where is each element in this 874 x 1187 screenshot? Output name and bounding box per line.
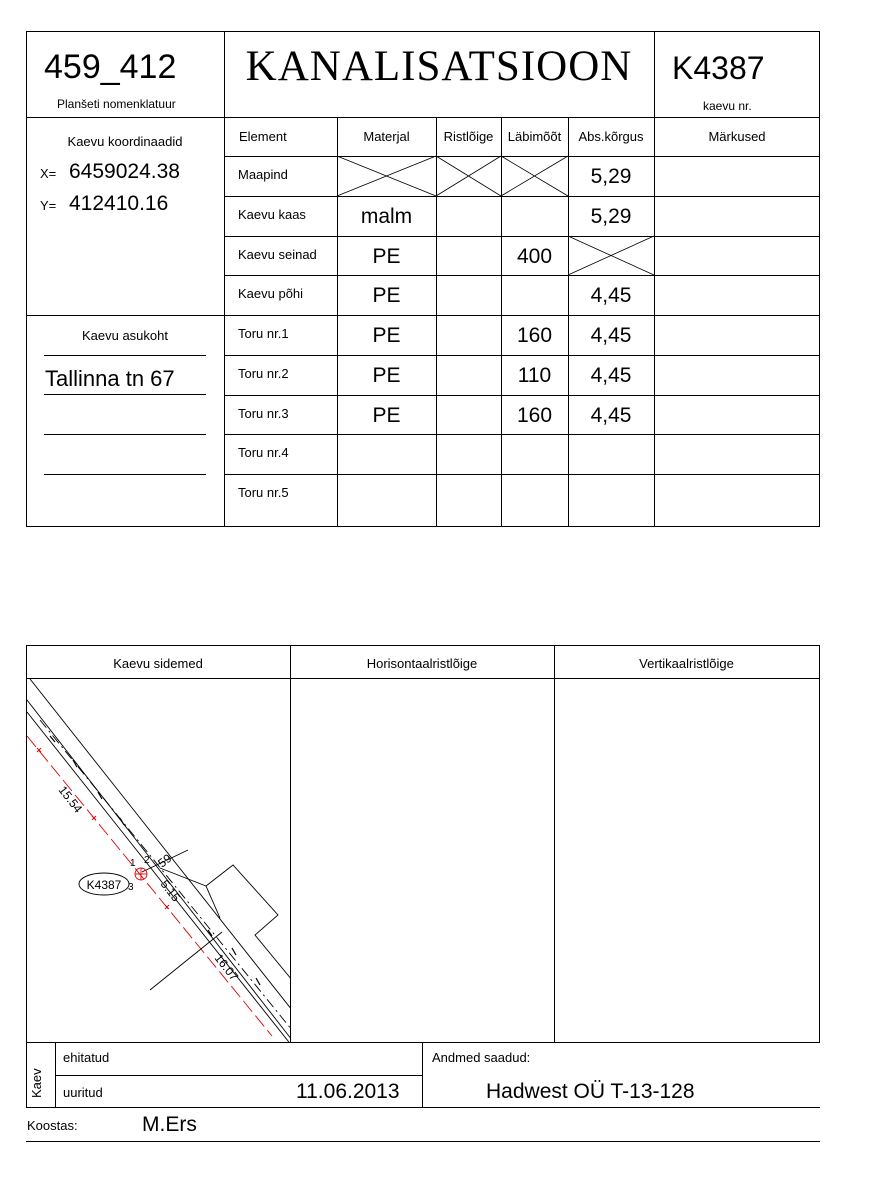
col-header-material: Materjal <box>363 129 410 144</box>
row-element: Toru nr.2 <box>238 366 289 381</box>
drawing-col-vertical: Vertikaalristlõige <box>639 656 734 671</box>
row-element: Kaevu põhi <box>238 286 304 301</box>
row-element: Toru nr.5 <box>238 485 289 500</box>
col-header-height: Abs.kõrgus <box>578 129 644 144</box>
row-element: Maapind <box>238 167 288 182</box>
col-header-diameter: Läbimõõt <box>507 129 562 144</box>
row-height: 4,45 <box>590 364 632 387</box>
row-diameter: 160 <box>516 324 553 347</box>
row-material: PE <box>372 284 401 307</box>
row-diameter: 160 <box>516 404 553 427</box>
row-height: 5,29 <box>590 205 632 228</box>
side-label: Kaev <box>29 1068 44 1098</box>
row-element: Toru nr.1 <box>238 326 289 341</box>
col-header-notes: Märkused <box>708 129 766 144</box>
location-label: Kaevu asukoht <box>81 328 168 343</box>
y-prefix: Y= <box>40 198 57 213</box>
pipe-number-label: 1 <box>130 858 136 869</box>
row-diameter: 400 <box>516 245 553 268</box>
row-material: PE <box>372 245 401 268</box>
col-header-cross: Ristlõige <box>443 129 494 144</box>
data-source: Hadwest OÜ T-13-128 <box>486 1080 695 1103</box>
row-height: 4,45 <box>590 324 632 347</box>
row-element: Kaevu seinad <box>238 247 317 262</box>
x-prefix: X= <box>40 166 57 181</box>
sheet-number: 459_412 <box>44 48 177 86</box>
drawing-col-connections: Kaevu sidemed <box>113 656 203 671</box>
col-header-element: Element <box>239 129 287 144</box>
row-material: PE <box>372 324 401 347</box>
well-number-label: kaevu nr. <box>703 99 752 113</box>
dimension-label: 59 <box>155 851 175 871</box>
row-diameter: 110 <box>517 364 552 387</box>
row-material: malm <box>360 205 413 228</box>
dimension-label: 5.15 <box>157 877 184 905</box>
data-source-label: Andmed saadud: <box>432 1050 531 1065</box>
survey-date: 11.06.2013 <box>296 1080 400 1103</box>
row-element: Toru nr.4 <box>238 445 289 460</box>
coordinates-label: Kaevu koordinaadid <box>67 134 183 149</box>
row-material: PE <box>372 364 401 387</box>
dimension-label: 16.07 <box>211 951 242 984</box>
well-number: K4387 <box>672 50 765 86</box>
author-label: Koostas: <box>27 1118 78 1133</box>
sheet-label: Planšeti nomenklatuur <box>57 97 176 111</box>
well-tag: K4387 <box>86 878 122 892</box>
pipe-number-label: 3 <box>128 882 134 893</box>
surveyed-label: uuritud <box>63 1085 103 1100</box>
y-coordinate: 412410.16 <box>69 192 169 215</box>
dimension-label: 15.54 <box>55 783 86 816</box>
row-element: Kaevu kaas <box>238 207 306 222</box>
drawing-col-horizontal: Horisontaalristlõige <box>366 656 478 671</box>
row-element: Toru nr.3 <box>238 406 289 421</box>
row-height: 4,45 <box>590 404 632 427</box>
pipe-number-label: 2 <box>144 855 150 866</box>
x-coordinate: 6459024.38 <box>69 160 180 183</box>
row-height: 4,45 <box>590 284 632 307</box>
author-name: M.Ers <box>142 1113 197 1136</box>
built-label: ehitatud <box>63 1050 110 1065</box>
location-address: Tallinna tn 67 <box>45 366 175 391</box>
page-title: KANALISATSIOON <box>245 43 633 90</box>
row-height: 5,29 <box>590 165 632 188</box>
row-material: PE <box>372 404 401 427</box>
